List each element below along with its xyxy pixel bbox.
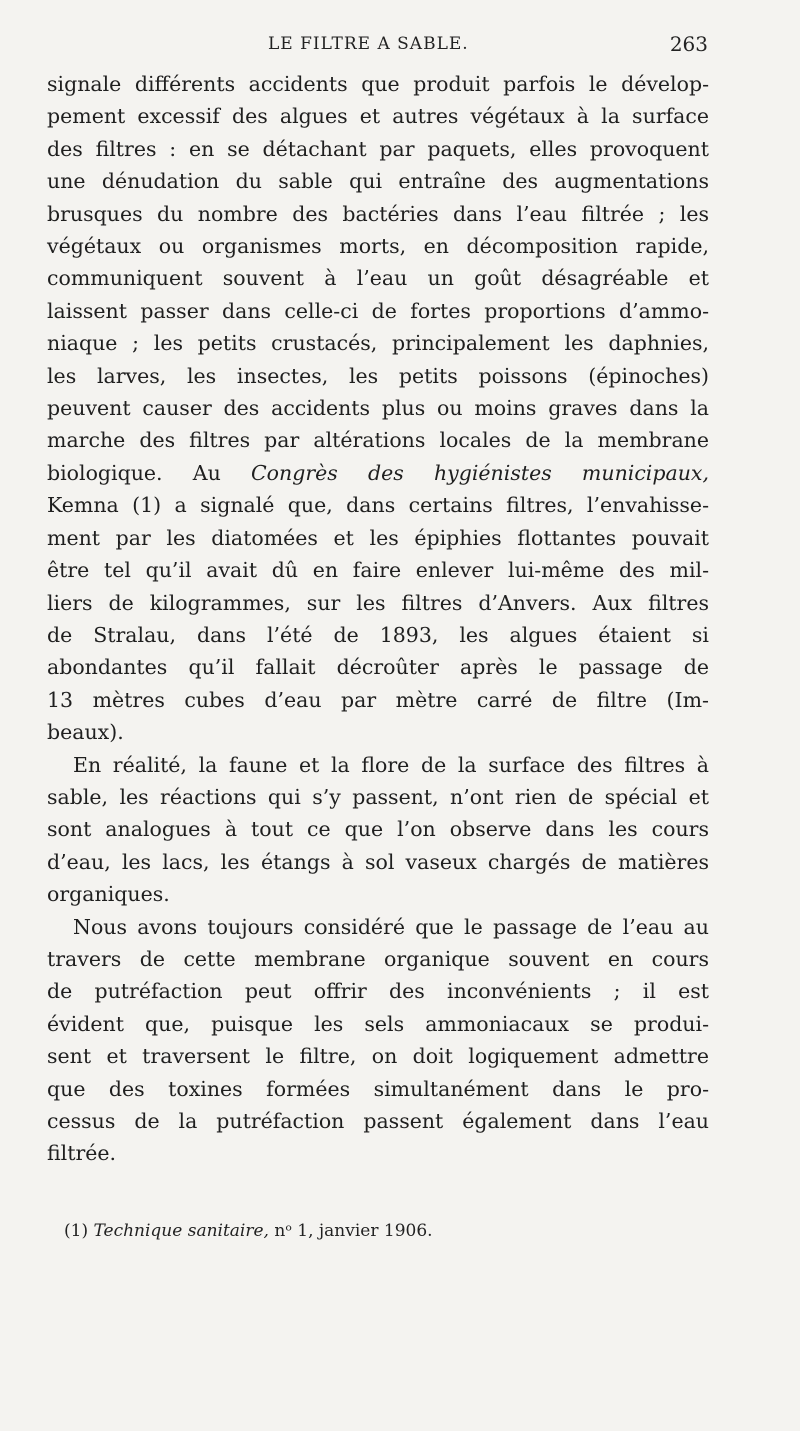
- text-line: laissent passer dans celle-ci de fortes proportions d’ammo-: [47, 298, 709, 323]
- text-line: évident que, puisque les sels ammoniacaux se produi-: [47, 1011, 709, 1036]
- text-line: marche des filtres par altérations locales de la membrane: [47, 428, 709, 453]
- text-line: beaux).: [47, 720, 124, 745]
- text-line: des filtres : en se détachant par paquets, elles provoquent: [47, 136, 709, 161]
- text-line: Nous avons toujours considéré que le passage de l’eau au: [73, 914, 709, 939]
- page-number: 263: [669, 32, 708, 56]
- text-line: être tel qu’il avait dû en faire enlever lui-même des mil-: [47, 558, 709, 583]
- text-line: 13 mètres cubes d’eau par mètre carré de filtre (Im-: [47, 687, 709, 712]
- text-line: les larves, les insectes, les petits poissons (épinoches): [47, 363, 709, 388]
- text-run: biologique. Au: [47, 460, 251, 485]
- text-line: organiques.: [47, 882, 170, 907]
- text-line: que des toxines formées simultanément dans le pro-: [47, 1076, 709, 1101]
- paragraph-3: [47, 911, 709, 1170]
- text-line: liers de kilogrammes, sur les filtres d’Anvers. Aux filtres: [47, 590, 709, 615]
- text-line: pement excessif des algues et autres végétaux à la surface: [47, 104, 709, 129]
- footnote-details: nᵒ 1, janvier 1906.: [268, 1221, 433, 1241]
- italic-title: Congrès des hygiénistes municipaux,: [250, 460, 709, 485]
- running-title: LE FILTRE A SABLE.: [268, 34, 469, 54]
- paragraph-1: [47, 68, 709, 749]
- text-line: signale différents accidents que produit parfois le dévelop-: [47, 72, 709, 96]
- text-line: cessus de la putréfaction passent également dans l’eau: [47, 1109, 709, 1133]
- text-line: ment par les diatomées et les épiphies flottantes pouvait: [47, 525, 709, 550]
- text-line: de putréfaction peut offrir des inconvénients ; il est: [47, 979, 709, 1004]
- footnote: [64, 1221, 433, 1241]
- text-line: brusques du nombre des bactéries dans l’eau filtrée ; les: [47, 201, 709, 226]
- text-line: niaque ; les petits crustacés, principalement les daphnies,: [47, 331, 709, 356]
- text-line: sent et traversent le filtre, on doit logiquement admettre: [47, 1044, 709, 1069]
- footnote-marker: (1): [64, 1221, 94, 1241]
- text-line: d’eau, les lacs, les étangs à sol vaseux chargés de matières: [47, 849, 709, 874]
- text-line: abondantes qu’il fallait décroûter après le passage de: [47, 655, 709, 680]
- text-line-with-italic: [47, 457, 709, 489]
- text-line: peuvent causer des accidents plus ou moins graves dans la: [47, 396, 709, 421]
- text-line: travers de cette membrane organique souvent en cours: [47, 946, 709, 971]
- text-line: végétaux ou organismes morts, en décomposition rapide,: [47, 234, 709, 259]
- footnote-source-title: Technique sanitaire,: [93, 1221, 269, 1241]
- text-line: En réalité, la faune et la flore de la surface des filtres à: [73, 752, 709, 777]
- paragraph-2: [47, 749, 709, 911]
- text-line: sable, les réactions qui s’y passent, n’ont rien de spécial et: [47, 784, 709, 809]
- page-header: [0, 34, 800, 58]
- text-line: de Stralau, dans l’été de 1893, les algues étaient si: [47, 622, 709, 647]
- text-line: communiquent souvent à l’eau un goût désagréable et: [47, 266, 709, 291]
- text-line: sont analogues à tout ce que l’on observe dans les cours: [47, 817, 709, 842]
- text-line: une dénudation du sable qui entraîne des augmentations: [47, 169, 709, 194]
- text-line: Kemna (1) a signalé que, dans certains filtres, l’envahisse-: [47, 493, 709, 518]
- body-text: [47, 68, 709, 1170]
- text-line: filtrée.: [47, 1141, 117, 1166]
